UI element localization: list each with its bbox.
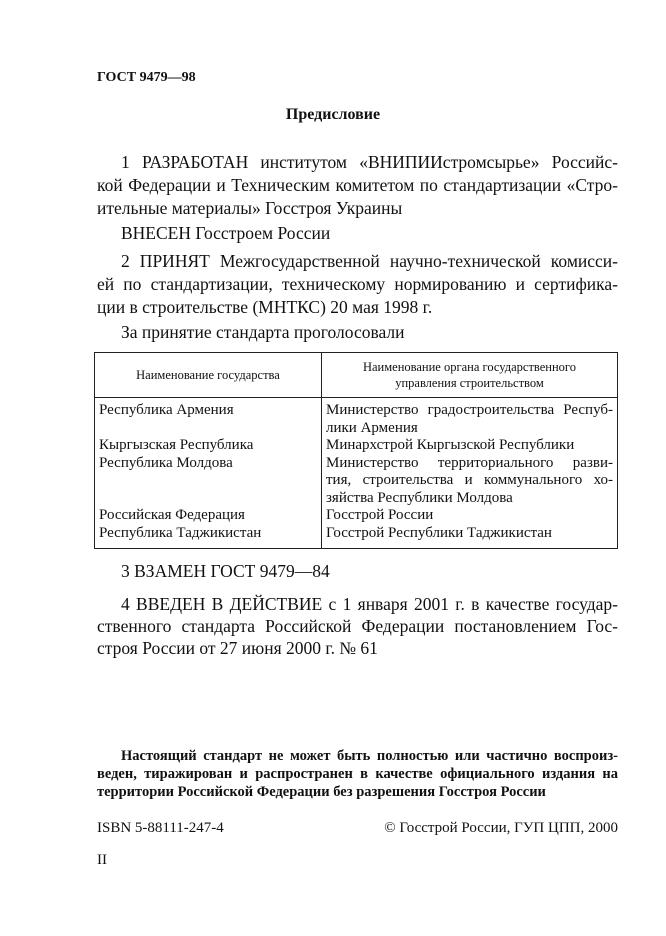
p4-line: строя России от 27 июня 2000 г. № 61 [97, 638, 378, 658]
isbn: ISBN 5-88111-247-4 [97, 820, 224, 836]
vote-caption: За принятие стандарта проголосовали [121, 322, 405, 342]
authorities-column: Министерство градостроительства Респуб- лики Армения Минархстрой Кыргызской Республики Министерство территориального разви- тия, строительства и коммунального хо- зяйства Республики Молдова Госстрой России Госстрой Республики Таджикистан [322, 398, 618, 549]
notice-line: веден, тиражирован и распространен в качестве официального издания на [97, 766, 618, 782]
section-title: Предисловие [285, 106, 381, 123]
p2-line: ей по стандартизации, техническому нормированию и сертифика- [97, 274, 618, 294]
p1-line: 1 РАЗРАБОТАН институтом «ВНИПИИстромсырье» Российс- [121, 152, 618, 172]
p1-line: кой Федерации и Техническим комитетом по стандартизации «Стро- [97, 175, 618, 195]
header-authority: Наименование органа государственного управления строительством [322, 353, 618, 398]
states-column: Республика Армения Кыргызская Республика Республика Молдова Российская Федерация Республика Таджикистан [95, 398, 322, 549]
document-header: ГОСТ 9479—98 [97, 70, 196, 85]
p2-line: ции в строительстве (МНТКС) 20 мая 1998 г. [97, 297, 433, 317]
replaces: 3 ВЗАМЕН ГОСТ 9479—84 [121, 561, 330, 581]
header-state: Наименование государства [95, 353, 322, 398]
copyright: © Госстрой России, ГУП ЦПП, 2000 [384, 820, 618, 836]
voting-table [94, 352, 618, 549]
p1-line: ительные материалы» Госстроя Украины [97, 198, 403, 218]
p2-line: 2 ПРИНЯТ Межгосударственной научно-технической комисси- [121, 251, 618, 271]
page-number: II [97, 852, 107, 868]
notice-line: Настоящий стандарт не может быть полностью или частично воспроиз- [121, 748, 618, 764]
introduced-by: ВНЕСЕН Госстроем России [121, 223, 331, 243]
p4-line: 4 ВВЕДЕН В ДЕЙСТВИЕ с 1 января 2001 г. в качестве государ- [121, 594, 618, 614]
notice-line: территории Российской Федерации без разрешения Госстроя России [97, 784, 546, 800]
p4-line: ственного стандарта Российской Федерации постановлением Гос- [97, 616, 618, 636]
